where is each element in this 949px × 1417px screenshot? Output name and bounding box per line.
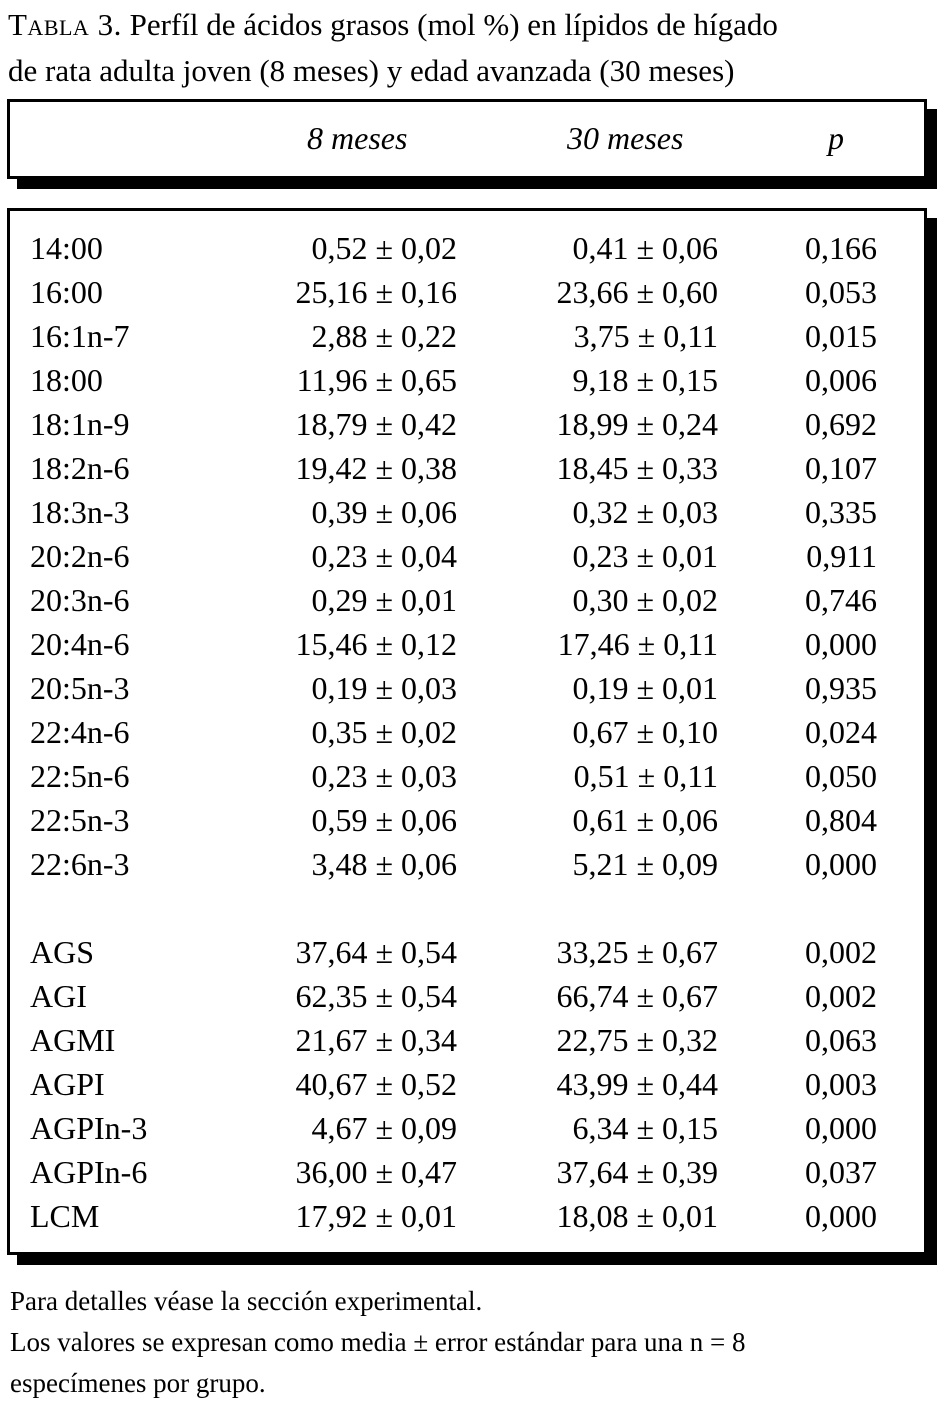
table-row (10, 226, 924, 270)
value-p: 0,166 (805, 230, 877, 266)
value-8-meses: 0,52 ± 0,02 (311, 230, 457, 266)
table-row (10, 1194, 924, 1238)
note-line-1: Para detalles véase la sección experimental. (10, 1286, 483, 1316)
value-30-meses: 0,19 ± 0,01 (572, 670, 718, 706)
value-p: 0,006 (805, 362, 877, 398)
value-30-meses: 66,74 ± 0,67 (556, 978, 718, 1014)
row-label: AGS (30, 934, 95, 970)
value-8-meses: 37,64 ± 0,54 (295, 934, 457, 970)
value-p: 0,692 (805, 406, 877, 442)
table-row (10, 622, 924, 666)
table-row (10, 534, 924, 578)
row-label: AGMI (30, 1022, 116, 1058)
table-row (10, 1106, 924, 1150)
value-30-meses: 5,21 ± 0,09 (572, 846, 718, 882)
table-row (10, 1150, 924, 1194)
table-row (10, 490, 924, 534)
header-col-8-meses: 8 meses (307, 120, 408, 156)
table-body-frame (7, 208, 927, 1255)
value-30-meses: 0,41 ± 0,06 (572, 230, 718, 266)
table-row (10, 402, 924, 446)
value-8-meses: 0,39 ± 0,06 (311, 494, 457, 530)
value-p: 0,000 (805, 1110, 877, 1146)
table-row (10, 754, 924, 798)
value-8-meses: 4,67 ± 0,09 (311, 1110, 457, 1146)
value-30-meses: 0,61 ± 0,06 (572, 802, 718, 838)
value-30-meses: 23,66 ± 0,60 (556, 274, 718, 310)
table-header-box (7, 99, 937, 189)
value-30-meses: 18,99 ± 0,24 (556, 406, 718, 442)
value-30-meses: 0,32 ± 0,03 (572, 494, 718, 530)
note-line-2: Los valores se expresan como media ± error estándar para una n = 8 (10, 1327, 746, 1357)
value-8-meses: 3,48 ± 0,06 (311, 846, 457, 882)
row-label: 20:3n-6 (30, 582, 130, 618)
header-col-30-meses: 30 meses (567, 120, 684, 156)
value-8-meses: 19,42 ± 0,38 (295, 450, 457, 486)
value-p: 0,746 (805, 582, 877, 618)
row-label: 16:00 (30, 274, 103, 310)
row-label: 16:1n-7 (30, 318, 130, 354)
value-p: 0,911 (806, 538, 877, 574)
caption-line-2: de rata adulta joven (8 meses) y edad avanzada (30 meses) (8, 53, 735, 88)
table-row (10, 1018, 924, 1062)
value-8-meses: 0,19 ± 0,03 (311, 670, 457, 706)
header-col-p: p (828, 120, 844, 156)
value-p: 0,107 (805, 450, 877, 486)
row-label: 14:00 (30, 230, 103, 266)
row-label: 22:6n-3 (30, 846, 130, 882)
value-30-meses: 37,64 ± 0,39 (556, 1154, 718, 1190)
table-row (10, 666, 924, 710)
value-8-meses: 62,35 ± 0,54 (295, 978, 457, 1014)
value-8-meses: 15,46 ± 0,12 (295, 626, 457, 662)
value-30-meses: 9,18 ± 0,15 (572, 362, 718, 398)
header-frame (7, 99, 927, 179)
value-8-meses: 11,96 ± 0,65 (296, 362, 457, 398)
value-p: 0,335 (805, 494, 877, 530)
row-label: 22:5n-6 (30, 758, 130, 794)
table-row (10, 1062, 924, 1106)
value-8-meses: 0,59 ± 0,06 (311, 802, 457, 838)
value-8-meses: 25,16 ± 0,16 (295, 274, 457, 310)
value-8-meses: 21,67 ± 0,34 (295, 1022, 457, 1058)
value-p: 0,037 (805, 1154, 877, 1190)
table-row (10, 842, 924, 886)
value-p: 0,015 (805, 318, 877, 354)
value-8-meses: 36,00 ± 0,47 (295, 1154, 457, 1190)
table-row (10, 930, 924, 974)
value-p: 0,024 (805, 714, 877, 750)
table-row (10, 270, 924, 314)
value-p: 0,053 (805, 274, 877, 310)
caption-line-1 (8, 2, 938, 48)
row-label: 18:1n-9 (30, 406, 130, 442)
row-label: AGPI (30, 1066, 105, 1102)
value-8-meses: 2,88 ± 0,22 (311, 318, 457, 354)
row-label: 20:2n-6 (30, 538, 130, 574)
row-label: 22:5n-3 (30, 802, 130, 838)
value-p: 0,935 (805, 670, 877, 706)
value-p: 0,804 (805, 802, 877, 838)
value-30-meses: 17,46 ± 0,11 (557, 626, 718, 662)
table-row (10, 710, 924, 754)
caption-lead: Tabla 3. (8, 7, 122, 42)
table-row (10, 974, 924, 1018)
value-8-meses: 0,23 ± 0,03 (311, 758, 457, 794)
table-row (10, 314, 924, 358)
value-30-meses: 22,75 ± 0,32 (556, 1022, 718, 1058)
row-label: 20:5n-3 (30, 670, 130, 706)
row-label: LCM (30, 1198, 100, 1234)
value-8-meses: 18,79 ± 0,42 (295, 406, 457, 442)
value-8-meses: 17,92 ± 0,01 (295, 1198, 457, 1234)
value-p: 0,063 (805, 1022, 877, 1058)
value-30-meses: 6,34 ± 0,15 (572, 1110, 718, 1146)
value-p: 0,000 (805, 846, 877, 882)
value-30-meses: 0,51 ± 0,11 (573, 758, 718, 794)
row-label: AGI (30, 978, 87, 1014)
table-row (10, 578, 924, 622)
value-30-meses: 0,30 ± 0,02 (572, 582, 718, 618)
value-30-meses: 3,75 ± 0,11 (573, 318, 718, 354)
value-8-meses: 0,23 ± 0,04 (311, 538, 457, 574)
value-30-meses: 43,99 ± 0,44 (556, 1066, 718, 1102)
row-label: 18:3n-3 (30, 494, 130, 530)
table-caption (8, 2, 938, 94)
row-label: 18:2n-6 (30, 450, 130, 486)
value-p: 0,050 (805, 758, 877, 794)
row-label: 20:4n-6 (30, 626, 130, 662)
value-8-meses: 0,29 ± 0,01 (311, 582, 457, 618)
value-8-meses: 0,35 ± 0,02 (311, 714, 457, 750)
note-line-3: especímenes por grupo. (10, 1368, 266, 1398)
table-row (10, 798, 924, 842)
table-row (10, 446, 924, 490)
row-label: 22:4n-6 (30, 714, 130, 750)
row-label: AGPIn-6 (30, 1154, 148, 1190)
value-p: 0,000 (805, 626, 877, 662)
table-notes (10, 1281, 940, 1404)
value-p: 0,000 (805, 1198, 877, 1234)
value-30-meses: 33,25 ± 0,67 (556, 934, 718, 970)
value-p: 0,002 (805, 978, 877, 1014)
value-30-meses: 18,08 ± 0,01 (556, 1198, 718, 1234)
value-30-meses: 0,67 ± 0,10 (572, 714, 718, 750)
row-label: AGPIn-3 (30, 1110, 148, 1146)
value-30-meses: 18,45 ± 0,33 (556, 450, 718, 486)
value-p: 0,003 (805, 1066, 877, 1102)
table-row (10, 358, 924, 402)
table-body-box (7, 208, 937, 1265)
row-label: 18:00 (30, 362, 103, 398)
caption-text-1: Perfíl de ácidos grasos (mol %) en lípidos de hígado (129, 7, 778, 42)
value-30-meses: 0,23 ± 0,01 (572, 538, 718, 574)
value-8-meses: 40,67 ± 0,52 (295, 1066, 457, 1102)
value-p: 0,002 (805, 934, 877, 970)
